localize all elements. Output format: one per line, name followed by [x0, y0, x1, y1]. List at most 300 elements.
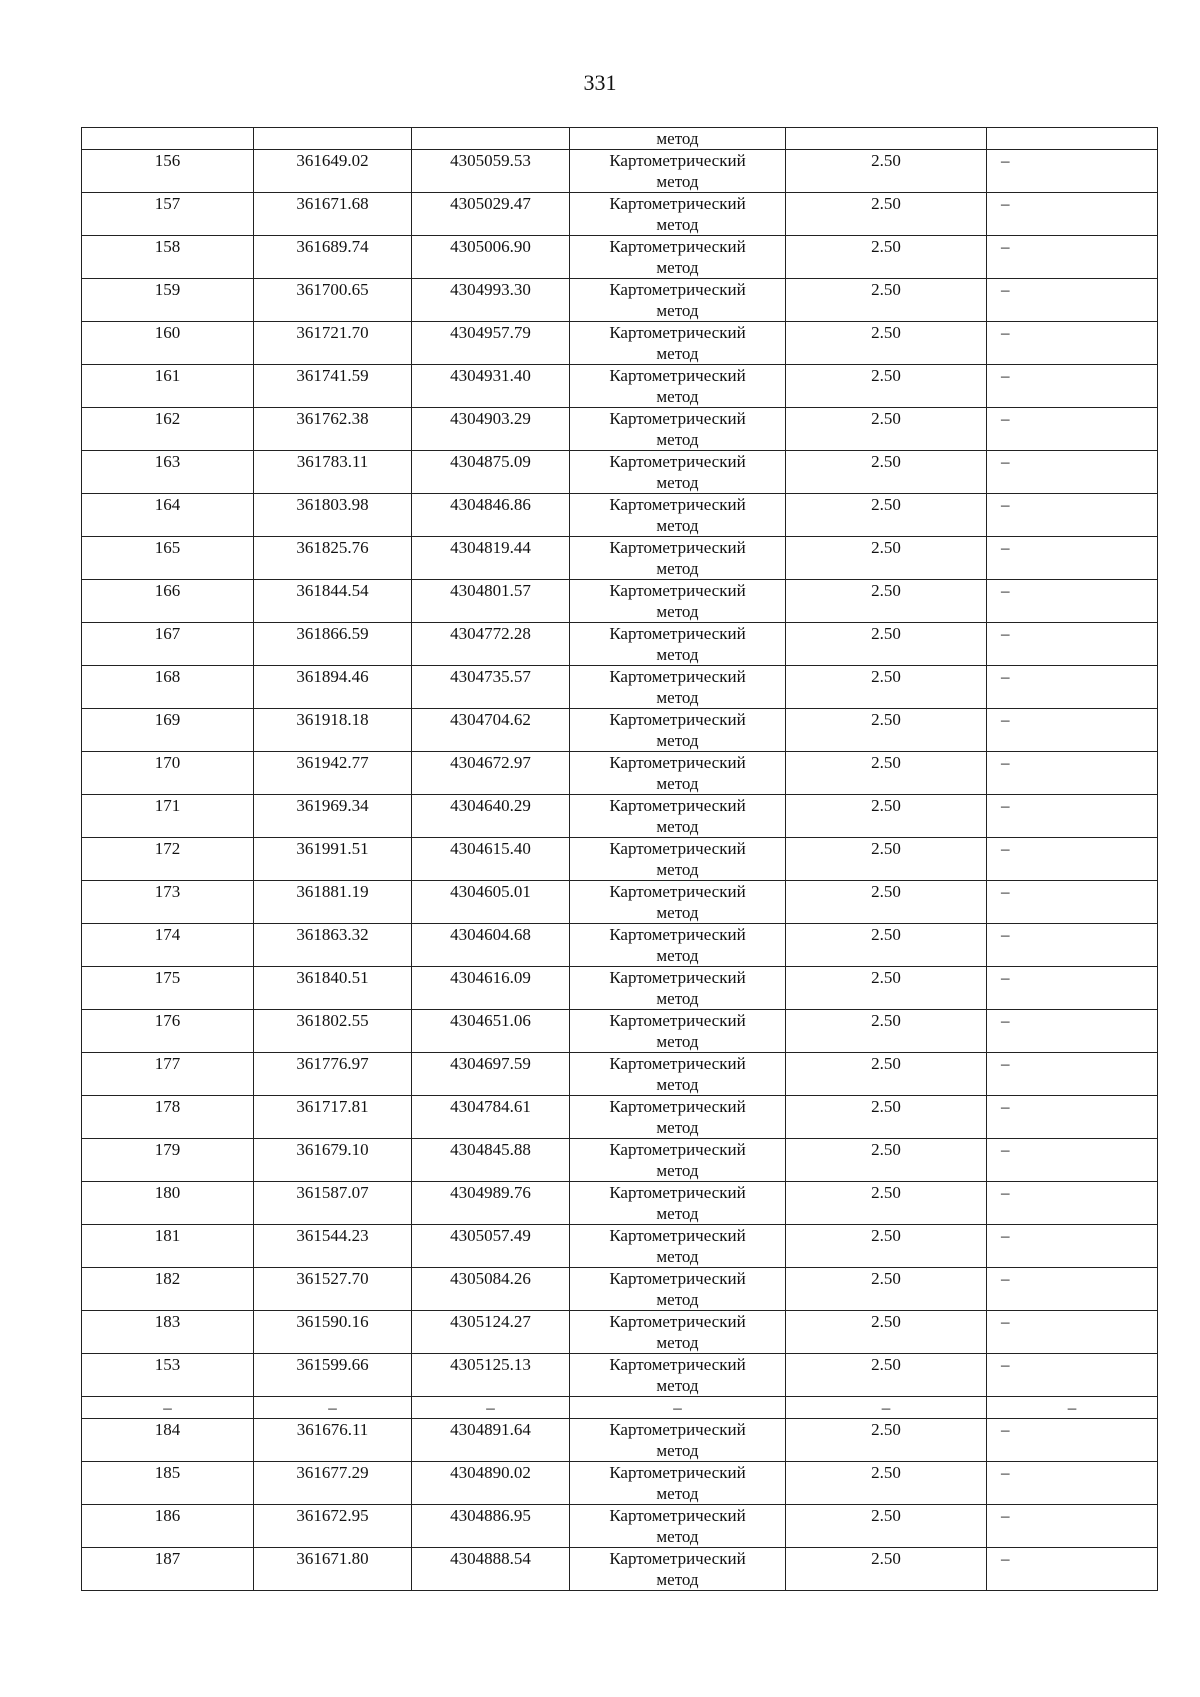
- cell-y: 4304784.61: [412, 1096, 570, 1139]
- cell-note: [987, 128, 1158, 150]
- table-row: [82, 494, 1158, 537]
- cell-accuracy: 2.50: [786, 1505, 987, 1548]
- method-line-2: метод: [656, 1118, 699, 1137]
- cell-method: [570, 1354, 786, 1397]
- method-line-2: метод: [656, 903, 699, 922]
- cell-method: [570, 795, 786, 838]
- method-line-2: метод: [656, 1527, 699, 1546]
- cell-y: 4305029.47: [412, 193, 570, 236]
- cell-x: 361825.76: [254, 537, 412, 580]
- cell-note: –: [987, 494, 1158, 537]
- cell-x: 361918.18: [254, 709, 412, 752]
- cell-accuracy: 2.50: [786, 236, 987, 279]
- table-row: [82, 1182, 1158, 1225]
- cell-method: [570, 1225, 786, 1268]
- cell-y: 4304931.40: [412, 365, 570, 408]
- cell-x: 361866.59: [254, 623, 412, 666]
- cell-x: 361676.11: [254, 1419, 412, 1462]
- cell-method: [570, 580, 786, 623]
- method-line-1: Картометрический: [609, 1140, 746, 1159]
- cell-method: [570, 967, 786, 1010]
- cell-y: 4304846.86: [412, 494, 570, 537]
- method-line-1: Картометрический: [609, 796, 746, 815]
- cell-x: 361671.80: [254, 1548, 412, 1591]
- separator-cell: –: [786, 1397, 987, 1419]
- cell-y: 4304888.54: [412, 1548, 570, 1591]
- cell-y: 4304989.76: [412, 1182, 570, 1225]
- method-line-1: Картометрический: [609, 495, 746, 514]
- cell-y: 4305006.90: [412, 236, 570, 279]
- cell-method: [570, 709, 786, 752]
- cell-note: –: [987, 1462, 1158, 1505]
- cell-accuracy: 2.50: [786, 709, 987, 752]
- cell-y: 4304651.06: [412, 1010, 570, 1053]
- cell-accuracy: 2.50: [786, 1096, 987, 1139]
- method-line-2: метод: [656, 688, 699, 707]
- table-row: [82, 193, 1158, 236]
- cell-point: 167: [82, 623, 254, 666]
- cell-x: 361671.68: [254, 193, 412, 236]
- cell-note: –: [987, 1505, 1158, 1548]
- cell-y: 4304845.88: [412, 1139, 570, 1182]
- cell-x: 361776.97: [254, 1053, 412, 1096]
- cell-y: 4304801.57: [412, 580, 570, 623]
- cell-note: –: [987, 1096, 1158, 1139]
- cell-note: –: [987, 1311, 1158, 1354]
- table-row: [82, 1311, 1158, 1354]
- table-row: [82, 1419, 1158, 1462]
- cell-point: 162: [82, 408, 254, 451]
- separator-cell: –: [987, 1397, 1158, 1419]
- cell-y: 4305084.26: [412, 1268, 570, 1311]
- method-line-1: Картометрический: [609, 1312, 746, 1331]
- cell-note: –: [987, 279, 1158, 322]
- cell-y: 4304672.97: [412, 752, 570, 795]
- method-line-2: метод: [656, 387, 699, 406]
- cell-point: 184: [82, 1419, 254, 1462]
- cell-note: –: [987, 1010, 1158, 1053]
- cell-method: [570, 408, 786, 451]
- cell-accuracy: 2.50: [786, 1139, 987, 1182]
- cell-point: 180: [82, 1182, 254, 1225]
- cell-method: [570, 279, 786, 322]
- cell-point: 186: [82, 1505, 254, 1548]
- cell-point: 164: [82, 494, 254, 537]
- method-line-1: Картометрический: [609, 1269, 746, 1288]
- cell-y: 4304605.01: [412, 881, 570, 924]
- cell-note: –: [987, 322, 1158, 365]
- cell-x: 361689.74: [254, 236, 412, 279]
- table-row: [82, 666, 1158, 709]
- cell-y: 4304891.64: [412, 1419, 570, 1462]
- cell-note: –: [987, 1182, 1158, 1225]
- cell-point: 183: [82, 1311, 254, 1354]
- cell-method: [570, 451, 786, 494]
- cell-accuracy: 2.50: [786, 838, 987, 881]
- cell-accuracy: 2.50: [786, 1354, 987, 1397]
- coordinates-table: [81, 127, 1158, 1591]
- cell-method: [570, 881, 786, 924]
- cell-note: –: [987, 752, 1158, 795]
- method-line-2: метод: [656, 1032, 699, 1051]
- method-line-1: Картометрический: [609, 710, 746, 729]
- cell-method: [570, 1311, 786, 1354]
- method-line-1: Картометрический: [609, 1097, 746, 1116]
- method-line-1: Картометрический: [609, 366, 746, 385]
- method-line-2: метод: [656, 817, 699, 836]
- method-line-1: Картометрический: [609, 1183, 746, 1202]
- cell-method: [570, 537, 786, 580]
- cell-method: [570, 752, 786, 795]
- method-line-1: Картометрический: [609, 237, 746, 256]
- cell-point: 153: [82, 1354, 254, 1397]
- cell-y: 4304616.09: [412, 967, 570, 1010]
- cell-accuracy: 2.50: [786, 924, 987, 967]
- method-line-2: метод: [656, 774, 699, 793]
- cell-accuracy: 2.50: [786, 1311, 987, 1354]
- cell-x: 361783.11: [254, 451, 412, 494]
- method-line-2: метод: [656, 1075, 699, 1094]
- method-line-2: метод: [656, 860, 699, 879]
- table-row: [82, 623, 1158, 666]
- cell-accuracy: 2.50: [786, 279, 987, 322]
- cell-point: 182: [82, 1268, 254, 1311]
- cell-point: 179: [82, 1139, 254, 1182]
- cell-y: 4304819.44: [412, 537, 570, 580]
- cell-point: 157: [82, 193, 254, 236]
- cell-method: [570, 322, 786, 365]
- cell-accuracy: 2.50: [786, 193, 987, 236]
- method-line-2: метод: [656, 1161, 699, 1180]
- separator-cell: –: [412, 1397, 570, 1419]
- cell-y: 4304772.28: [412, 623, 570, 666]
- cell-point: 170: [82, 752, 254, 795]
- table-row: [82, 924, 1158, 967]
- method-line-2: метод: [656, 258, 699, 277]
- cell-note: –: [987, 408, 1158, 451]
- cell-point: 171: [82, 795, 254, 838]
- cell-note: –: [987, 451, 1158, 494]
- cell-accuracy: 2.50: [786, 537, 987, 580]
- cell-method: [570, 623, 786, 666]
- cell-method: [570, 1505, 786, 1548]
- cell-note: –: [987, 795, 1158, 838]
- cell-x: 361527.70: [254, 1268, 412, 1311]
- cell-note: –: [987, 1139, 1158, 1182]
- cell-point: 172: [82, 838, 254, 881]
- cell-accuracy: 2.50: [786, 150, 987, 193]
- cell-accuracy: 2.50: [786, 967, 987, 1010]
- cell-y: 4304993.30: [412, 279, 570, 322]
- cell-point: 156: [82, 150, 254, 193]
- table-row: [82, 1505, 1158, 1548]
- cell-accuracy: 2.50: [786, 1462, 987, 1505]
- cell-method: [570, 666, 786, 709]
- cell-method: [570, 1053, 786, 1096]
- cell-x: 361721.70: [254, 322, 412, 365]
- cell-x: 361717.81: [254, 1096, 412, 1139]
- method-line-2: метод: [656, 473, 699, 492]
- table-row: [82, 881, 1158, 924]
- table-row: [82, 752, 1158, 795]
- cell-x: 361802.55: [254, 1010, 412, 1053]
- cell-point: 163: [82, 451, 254, 494]
- cell-x: 361894.46: [254, 666, 412, 709]
- table-row: [82, 365, 1158, 408]
- method-line-2: метод: [656, 1204, 699, 1223]
- table-row: [82, 580, 1158, 623]
- cell-method: [570, 1010, 786, 1053]
- table-row: [82, 1268, 1158, 1311]
- table-row: [82, 1225, 1158, 1268]
- cell-point: 168: [82, 666, 254, 709]
- method-line-2: метод: [656, 946, 699, 965]
- method-line-1: Картометрический: [609, 581, 746, 600]
- cell-note: –: [987, 1354, 1158, 1397]
- cell-y: 4304604.68: [412, 924, 570, 967]
- table-row: [82, 279, 1158, 322]
- continuation-row: [82, 128, 1158, 150]
- method-line-1: Картометрический: [609, 839, 746, 858]
- method-line-1: Картометрический: [609, 624, 746, 643]
- table-row: [82, 150, 1158, 193]
- method-line-2: метод: [656, 1333, 699, 1352]
- cell-note: –: [987, 1548, 1158, 1591]
- cell-x: 361881.19: [254, 881, 412, 924]
- cell-x: 361969.34: [254, 795, 412, 838]
- cell-method: [570, 1182, 786, 1225]
- cell-y: 4304697.59: [412, 1053, 570, 1096]
- method-line-1: Картометрический: [609, 925, 746, 944]
- table-row: [82, 537, 1158, 580]
- cell-method: [570, 924, 786, 967]
- cell-note: –: [987, 580, 1158, 623]
- separator-cell: –: [82, 1397, 254, 1419]
- cell-accuracy: 2.50: [786, 1548, 987, 1591]
- cell-x: 361942.77: [254, 752, 412, 795]
- cell-point: 166: [82, 580, 254, 623]
- cell-method: [570, 1096, 786, 1139]
- separator-cell: –: [254, 1397, 412, 1419]
- cell-x: 361599.66: [254, 1354, 412, 1397]
- method-line-2: метод: [656, 731, 699, 750]
- cell-note: –: [987, 1225, 1158, 1268]
- cell-y: [412, 128, 570, 150]
- cell-x: 361679.10: [254, 1139, 412, 1182]
- cell-accuracy: 2.50: [786, 1419, 987, 1462]
- page-number: 331: [583, 70, 617, 95]
- cell-y: 4304640.29: [412, 795, 570, 838]
- cell-x: 361863.32: [254, 924, 412, 967]
- cell-method: [570, 1268, 786, 1311]
- table-row: [82, 709, 1158, 752]
- cell-x: 361741.59: [254, 365, 412, 408]
- cell-note: –: [987, 193, 1158, 236]
- cell-x: 361649.02: [254, 150, 412, 193]
- table-row: [82, 236, 1158, 279]
- cell-x: 361700.65: [254, 279, 412, 322]
- cell-accuracy: 2.50: [786, 881, 987, 924]
- table-row: [82, 1010, 1158, 1053]
- cell-accuracy: 2.50: [786, 1053, 987, 1096]
- method-line-1: Картометрический: [609, 882, 746, 901]
- cell-note: –: [987, 1419, 1158, 1462]
- method-line-1: Картометрический: [609, 323, 746, 342]
- cell-y: 4304875.09: [412, 451, 570, 494]
- method-line-1: Картометрический: [609, 1549, 746, 1568]
- cell-point: 181: [82, 1225, 254, 1268]
- cell-method: [570, 1419, 786, 1462]
- method-line-2: метод: [656, 516, 699, 535]
- cell-x: 361991.51: [254, 838, 412, 881]
- table-row: [82, 838, 1158, 881]
- cell-accuracy: [786, 128, 987, 150]
- method-line-1: Картометрический: [609, 151, 746, 170]
- method-line-1: Картометрический: [609, 753, 746, 772]
- cell-accuracy: 2.50: [786, 451, 987, 494]
- cell-accuracy: 2.50: [786, 795, 987, 838]
- cell-note: –: [987, 881, 1158, 924]
- cell-point: 178: [82, 1096, 254, 1139]
- cell-accuracy: 2.50: [786, 365, 987, 408]
- method-line-1: Картометрический: [609, 1463, 746, 1482]
- cell-accuracy: 2.50: [786, 666, 987, 709]
- method-line-1: Картометрический: [609, 280, 746, 299]
- table-row: [82, 795, 1158, 838]
- table-row: [82, 1354, 1158, 1397]
- cell-point: 169: [82, 709, 254, 752]
- method-line-1: Картометрический: [609, 409, 746, 428]
- cell-point: 173: [82, 881, 254, 924]
- cell-method: метод: [570, 128, 786, 150]
- cell-point: 174: [82, 924, 254, 967]
- cell-note: –: [987, 666, 1158, 709]
- cell-note: –: [987, 1053, 1158, 1096]
- cell-point: 177: [82, 1053, 254, 1096]
- table-row: [82, 967, 1158, 1010]
- cell-note: –: [987, 709, 1158, 752]
- cell-point: [82, 128, 254, 150]
- cell-note: –: [987, 365, 1158, 408]
- cell-point: 185: [82, 1462, 254, 1505]
- separator-row: [82, 1397, 1158, 1419]
- cell-x: [254, 128, 412, 150]
- cell-y: 4304735.57: [412, 666, 570, 709]
- cell-note: –: [987, 236, 1158, 279]
- table-row: [82, 1096, 1158, 1139]
- method-line-2: метод: [656, 1376, 699, 1395]
- cell-accuracy: 2.50: [786, 1225, 987, 1268]
- method-line-1: Картометрический: [609, 1226, 746, 1245]
- cell-method: [570, 236, 786, 279]
- cell-point: 159: [82, 279, 254, 322]
- cell-method: [570, 1139, 786, 1182]
- cell-point: 160: [82, 322, 254, 365]
- method-line-2: метод: [656, 559, 699, 578]
- cell-method: [570, 838, 786, 881]
- method-line-2: метод: [656, 645, 699, 664]
- method-line-1: Картометрический: [609, 194, 746, 213]
- cell-accuracy: 2.50: [786, 408, 987, 451]
- cell-x: 361677.29: [254, 1462, 412, 1505]
- cell-method: [570, 365, 786, 408]
- method-line-1: Картометрический: [609, 1054, 746, 1073]
- cell-note: –: [987, 1268, 1158, 1311]
- method-line-2: метод: [656, 1441, 699, 1460]
- method-line-1: Картометрический: [609, 968, 746, 987]
- table-row: [82, 1053, 1158, 1096]
- method-line-1: Картометрический: [609, 452, 746, 471]
- cell-accuracy: 2.50: [786, 580, 987, 623]
- method-line-2: метод: [656, 301, 699, 320]
- cell-point: 165: [82, 537, 254, 580]
- method-line-2: метод: [656, 602, 699, 621]
- cell-y: 4304615.40: [412, 838, 570, 881]
- cell-y: 4304704.62: [412, 709, 570, 752]
- cell-method: [570, 494, 786, 537]
- method-line-1: Картометрический: [609, 1355, 746, 1374]
- cell-y: 4305125.13: [412, 1354, 570, 1397]
- method-line-2: метод: [656, 1570, 699, 1589]
- cell-y: 4305124.27: [412, 1311, 570, 1354]
- cell-accuracy: 2.50: [786, 1268, 987, 1311]
- cell-method: [570, 150, 786, 193]
- method-line-1: Картометрический: [609, 1420, 746, 1439]
- cell-y: 4305059.53: [412, 150, 570, 193]
- cell-accuracy: 2.50: [786, 1010, 987, 1053]
- cell-x: 361544.23: [254, 1225, 412, 1268]
- method-line-1: Картометрический: [609, 538, 746, 557]
- cell-y: 4304886.95: [412, 1505, 570, 1548]
- method-line-1: Картометрический: [609, 667, 746, 686]
- cell-y: 4305057.49: [412, 1225, 570, 1268]
- cell-point: 175: [82, 967, 254, 1010]
- cell-x: 361803.98: [254, 494, 412, 537]
- cell-x: 361840.51: [254, 967, 412, 1010]
- method-line-2: метод: [656, 1290, 699, 1309]
- cell-note: –: [987, 924, 1158, 967]
- cell-point: 187: [82, 1548, 254, 1591]
- cell-y: 4304903.29: [412, 408, 570, 451]
- cell-method: [570, 1462, 786, 1505]
- table-row: [82, 322, 1158, 365]
- cell-note: –: [987, 623, 1158, 666]
- cell-note: –: [987, 150, 1158, 193]
- method-line-2: метод: [656, 430, 699, 449]
- coordinates-table-body: [82, 128, 1158, 1591]
- cell-y: 4304890.02: [412, 1462, 570, 1505]
- method-line-2: метод: [656, 215, 699, 234]
- cell-method: [570, 1548, 786, 1591]
- method-line-2: метод: [656, 1247, 699, 1266]
- table-row: [82, 1462, 1158, 1505]
- method-line-2: метод: [656, 1484, 699, 1503]
- table-row: [82, 1548, 1158, 1591]
- separator-cell: –: [570, 1397, 786, 1419]
- cell-x: 361590.16: [254, 1311, 412, 1354]
- method-line-2: метод: [656, 344, 699, 363]
- table-row: [82, 451, 1158, 494]
- method-line-2: метод: [656, 989, 699, 1008]
- cell-note: –: [987, 838, 1158, 881]
- method-line-1: Картометрический: [609, 1011, 746, 1030]
- cell-method: [570, 193, 786, 236]
- cell-note: –: [987, 967, 1158, 1010]
- cell-point: 158: [82, 236, 254, 279]
- method-line-2: метод: [656, 172, 699, 191]
- cell-point: 161: [82, 365, 254, 408]
- cell-accuracy: 2.50: [786, 752, 987, 795]
